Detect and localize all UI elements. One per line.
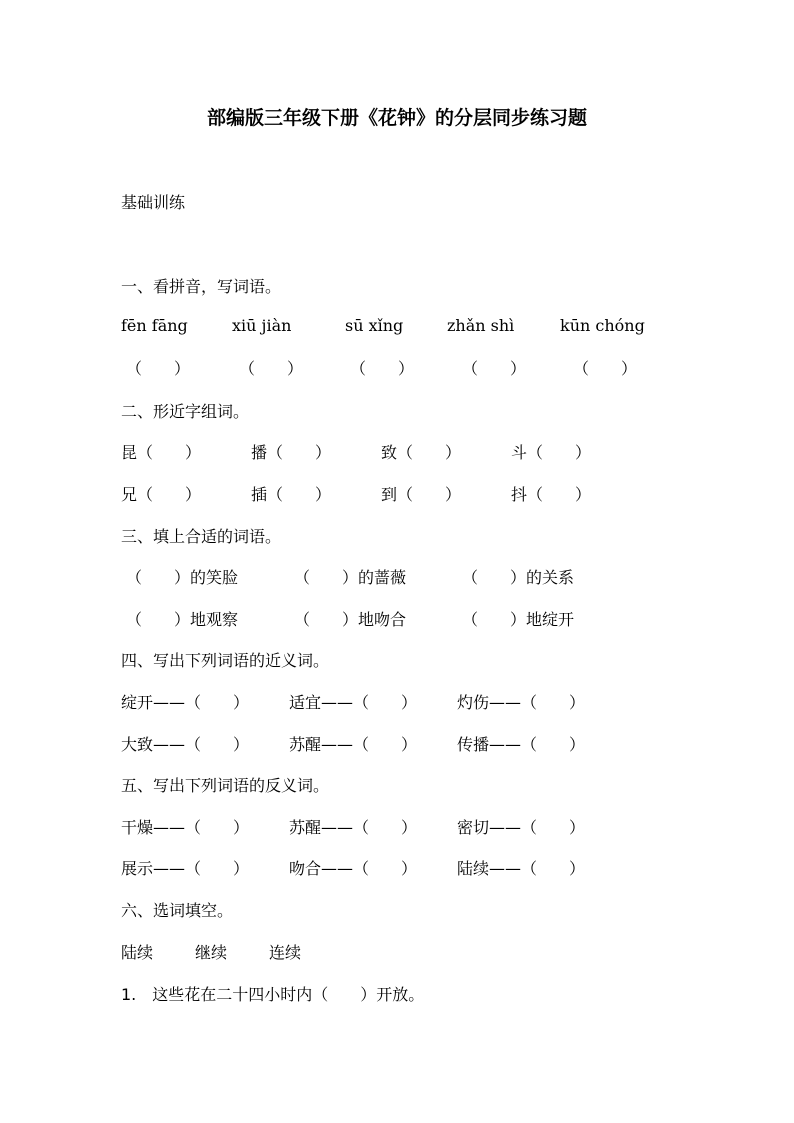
q6-option: 继续 xyxy=(195,943,228,962)
page-title: 部编版三年级下册《花钟》的分层同步练习题 xyxy=(206,107,587,129)
q2-item[interactable]: 播（ ） xyxy=(251,443,332,462)
q1-answer-blank[interactable]: （ ） xyxy=(350,359,415,378)
q1-pinyin: xiū jiàn xyxy=(232,316,292,335)
q6-item-1[interactable]: 1. 这些花在二十四小时内（ ）开放。 xyxy=(121,985,425,1004)
q2-item[interactable]: 兄（ ） xyxy=(121,485,202,504)
q2-item[interactable]: 昆（ ） xyxy=(121,443,202,462)
q5-item[interactable]: 干燥——（ ） xyxy=(121,818,250,837)
q4-item[interactable]: 绽开——（ ） xyxy=(121,693,250,712)
q2-item[interactable]: 插（ ） xyxy=(251,485,332,504)
q3-item[interactable]: （ ）地吻合 xyxy=(294,610,407,629)
q1-pinyin: sū xǐng xyxy=(345,316,404,335)
q4-item[interactable]: 苏醒——（ ） xyxy=(289,735,418,754)
q3-item[interactable]: （ ）的笑脸 xyxy=(126,568,239,587)
q2-item[interactable]: 斗（ ） xyxy=(511,443,592,462)
q1-pinyin: fēn fāng xyxy=(121,316,188,335)
q1-answer-blank[interactable]: （ ） xyxy=(126,359,191,378)
q6-option: 连续 xyxy=(269,943,302,962)
q2-heading: 二、形近字组词。 xyxy=(121,402,250,421)
q5-item[interactable]: 吻合——（ ） xyxy=(289,859,418,878)
q1-heading: 一、看拼音，写词语。 xyxy=(121,277,282,296)
q6-heading: 六、选词填空。 xyxy=(121,901,234,920)
q4-item[interactable]: 灼伤——（ ） xyxy=(457,693,586,712)
q5-item[interactable]: 展示——（ ） xyxy=(121,859,250,878)
q2-item[interactable]: 抖（ ） xyxy=(511,485,592,504)
q1-answer-blank[interactable]: （ ） xyxy=(462,359,527,378)
q1-answer-blank[interactable]: （ ） xyxy=(573,359,638,378)
q4-item[interactable]: 传播——（ ） xyxy=(457,735,586,754)
q5-item[interactable]: 陆续——（ ） xyxy=(457,859,586,878)
q2-item[interactable]: 致（ ） xyxy=(381,443,462,462)
q5-item[interactable]: 苏醒——（ ） xyxy=(289,818,418,837)
q3-item[interactable]: （ ）地绽开 xyxy=(462,610,575,629)
q2-item[interactable]: 到（ ） xyxy=(381,485,462,504)
q4-item[interactable]: 适宜——（ ） xyxy=(289,693,418,712)
q5-item[interactable]: 密切——（ ） xyxy=(457,818,586,837)
q6-option: 陆续 xyxy=(121,943,154,962)
q3-heading: 三、填上合适的词语。 xyxy=(121,527,282,546)
section-basic-heading: 基础训练 xyxy=(121,193,186,212)
q1-pinyin: zhǎn shì xyxy=(447,316,515,335)
q4-heading: 四、写出下列词语的近义词。 xyxy=(121,651,330,670)
q3-item[interactable]: （ ）地观察 xyxy=(126,610,239,629)
q1-pinyin: kūn chóng xyxy=(560,316,645,335)
q5-heading: 五、写出下列词语的反义词。 xyxy=(121,776,330,795)
q3-item[interactable]: （ ）的蔷薇 xyxy=(294,568,407,587)
q3-item[interactable]: （ ）的关系 xyxy=(462,568,575,587)
q1-answer-blank[interactable]: （ ） xyxy=(239,359,304,378)
q4-item[interactable]: 大致——（ ） xyxy=(121,735,250,754)
